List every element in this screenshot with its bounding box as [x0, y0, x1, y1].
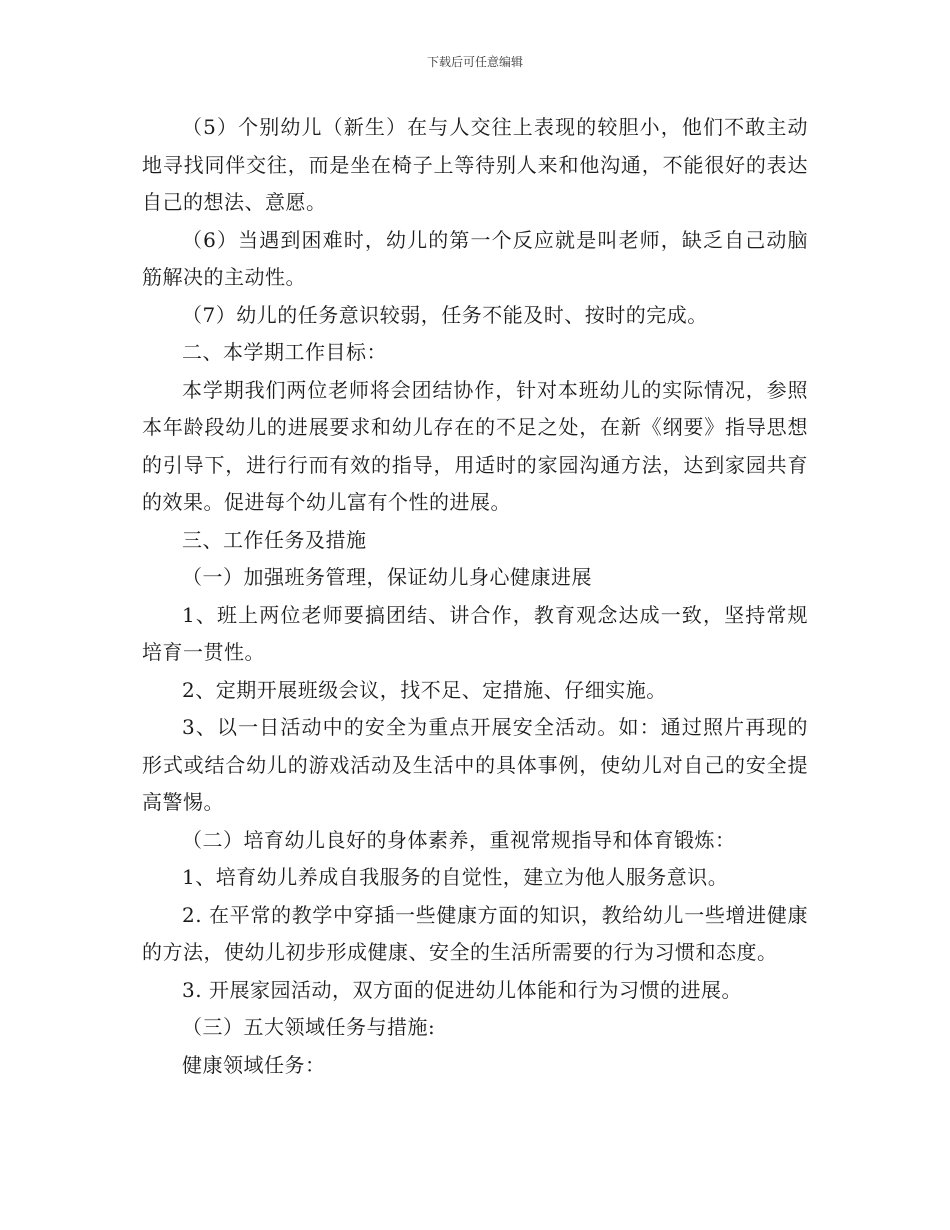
- paragraph: 1、培育幼儿养成自我服务的自觉性，建立为他人服务意识。: [182, 865, 729, 889]
- paragraph: 2. 在平常的教学中穿插一些健康方面的知识，教给幼儿一些增进健康的方法，使幼儿初步形成健康、安全的生活所需要的行为习惯和态度。: [142, 902, 808, 964]
- paragraph: 健康领域任务：: [182, 1052, 326, 1077]
- paragraph: 3. 开展家园活动，双方面的促进幼儿体能和行为习惯的进展。: [182, 977, 742, 1002]
- paragraph: 3、以一日活动中的安全为重点开展安全活动。如：通过照片再现的形式或结合幼儿的游戏活动及生活中的具体事例，使幼儿对自己的安全提高警惕。: [142, 715, 808, 814]
- section-heading: 三、工作任务及措施: [182, 527, 367, 552]
- paragraph: （7）幼儿的任务意识较弱，任务不能及时、按时的完成。: [182, 302, 708, 327]
- paragraph: （5）个别幼儿（新生）在与人交往上表现的较胆小，他们不敢主动地寻找同伴交往，而是坐在椅子上等待别人来和他沟通，不能很好的表达自己的想法、意愿。: [142, 115, 808, 214]
- subsection-heading: （一）加强班务管理，保证幼儿身心健康进展: [182, 565, 592, 589]
- subsection-heading: （二）培育幼儿良好的身体素养，重视常规指导和体育锻炼：: [182, 827, 736, 852]
- paragraph: （6）当遇到困难时，幼儿的第一个反应就是叫老师，缺乏自己动脑筋解决的主动性。: [142, 227, 808, 289]
- page-header: 下载后可任意编辑: [426, 55, 523, 69]
- paragraph: 1、班上两位老师要搞团结、讲合作，教育观念达成一致，坚持常规培育一贯性。: [142, 602, 808, 664]
- document-body: [142, 109, 808, 1084]
- paragraph: 2、定期开展班级会议，找不足、定措施、仔细实施。: [182, 677, 667, 702]
- section-heading: 二、本学期工作目标：: [182, 340, 387, 364]
- subsection-heading: （三）五大领域任务与措施:: [182, 1015, 436, 1039]
- paragraph: 本学期我们两位老师将会团结协作，针对本班幼儿的实际情况，参照本年龄段幼儿的进展要求和幼儿存在的不足之处，在新《纲要》指导思想的引导下，进行行而有效的指导，用适时的家园沟通方法，达到家园共育的效果。促进每个幼儿富有个性的进展。: [142, 377, 808, 514]
